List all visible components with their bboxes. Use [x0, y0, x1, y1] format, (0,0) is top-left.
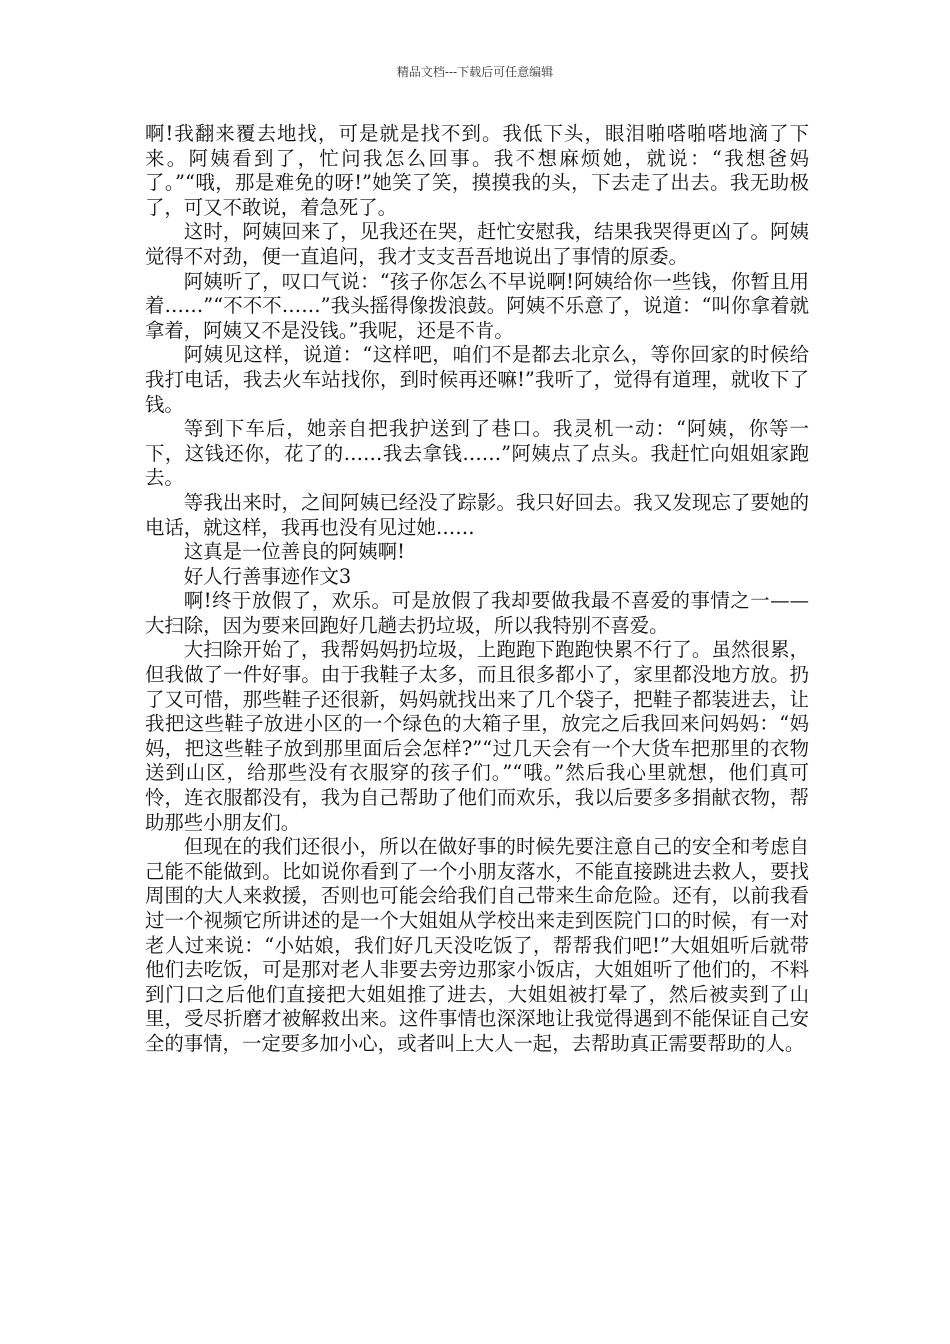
paragraph-3: 阿姨听了，叹口气说：“孩子你怎么不早说啊!阿姨给你一些钱，你暂且用着……”“不不不……”我头摇得像拨浪鼓。阿姨不乐意了，说道：“叫你拿着就拿着，阿姨又不是没钱。”我呢，还是不肯。: [145, 269, 809, 342]
document-body: [145, 122, 809, 1057]
paragraph-9: 大扫除开始了，我帮妈妈扔垃圾，上跑跑下跑跑快累不行了。虽然很累，但我做了一件好事。由于我鞋子太多，而且很多都小了，家里都没地方放。扔了又可惜，那些鞋子还很新，妈妈就找出来了几个袋子，把鞋子都装进去，让我把这些鞋子放进小区的一个绿色的大箱子里，放完之后我回来问妈妈：“妈妈，把这些鞋子放到那里面后会怎样?”“过几天会有一个大货车把那里的衣物送到山区，给那些没有衣服穿的孩子们。”“哦。”然后我心里就想，他们真可怜，连衣服都没有，我为自己帮助了他们而欢乐，我以后要多多捐献衣物，帮助那些小朋友们。: [145, 638, 809, 834]
paragraph-6: 等我出来时，之间阿姨已经没了踪影。我只好回去。我又发现忘了要她的电话，就这样，我再也没有见过她……: [145, 490, 809, 539]
page-header: 精品文档---下载后可任意编辑: [396, 65, 554, 79]
paragraph-8: 啊!终于放假了，欢乐。可是放假了我却要做我最不喜爱的事情之一——大扫除，因为要来回跑好几趟去扔垃圾，所以我特别不喜爱。: [145, 589, 809, 637]
paragraph-7: 这真是一位善良的阿姨啊!: [183, 540, 405, 564]
paragraph-5: 等到下车后，她亲自把我护送到了巷口。我灵机一动：“阿姨，你等一下，这钱还你，花了的……我去拿钱……”阿姨点了点头。我赶忙向姐姐家跑去。: [145, 417, 809, 490]
section-title: 好人行善事迹作文3: [183, 564, 352, 588]
paragraph-1: 啊!我翻来覆去地找，可是就是找不到。我低下头，眼泪啪嗒啪嗒地滴了下来。阿姨看到了，忙问我怎么回事。我不想麻烦她，就说：“我想爸妈了。”“哦，那是难免的呀!”她笑了笑，摸摸我的头，下去走了出去。我无助极了，可又不敢说，着急死了。: [145, 122, 809, 219]
paragraph-2: 这时，阿姨回来了，见我还在哭，赶忙安慰我，结果我哭得更凶了。阿姨觉得不对劲，便一直追问，我才支支吾吾地说出了事情的原委。: [145, 220, 809, 268]
paragraph-10: 但现在的我们还很小，所以在做好事的时候先要注意自己的安全和考虑自己能不能做到。比如说你看到了一个小朋友落水，不能直接跳进去救人，要找周围的大人来救援，否则也可能会给我们自己带来生命危险。还有，以前我看过一个视频它所讲述的是一个大姐姐从学校出来走到医院门口的时候，有一对老人过来说：“小姑娘，我们好几天没吃饭了，帮帮我们吧!”大姐姐听后就带他们去吃饭，可是那对老人非要去旁边那家小饭店，大姐姐听了他们的，不料到门口之后他们直接把大姐姐推了进去，大姐姐被打晕了，然后被卖到了山里，受尽折磨才被解救出来。这件事情也深深地让我觉得遇到不能保证自己安全的事情，一定要多加小心，或者叫上大人一起，去帮助真正需要帮助的人。: [145, 835, 809, 1055]
paragraph-4: 阿姨见这样，说道：“这样吧，咱们不是都去北京么，等你回家的时候给我打电话，我去火车站找你，到时候再还嘛!”我听了，觉得有道理，就收下了钱。: [145, 343, 809, 416]
